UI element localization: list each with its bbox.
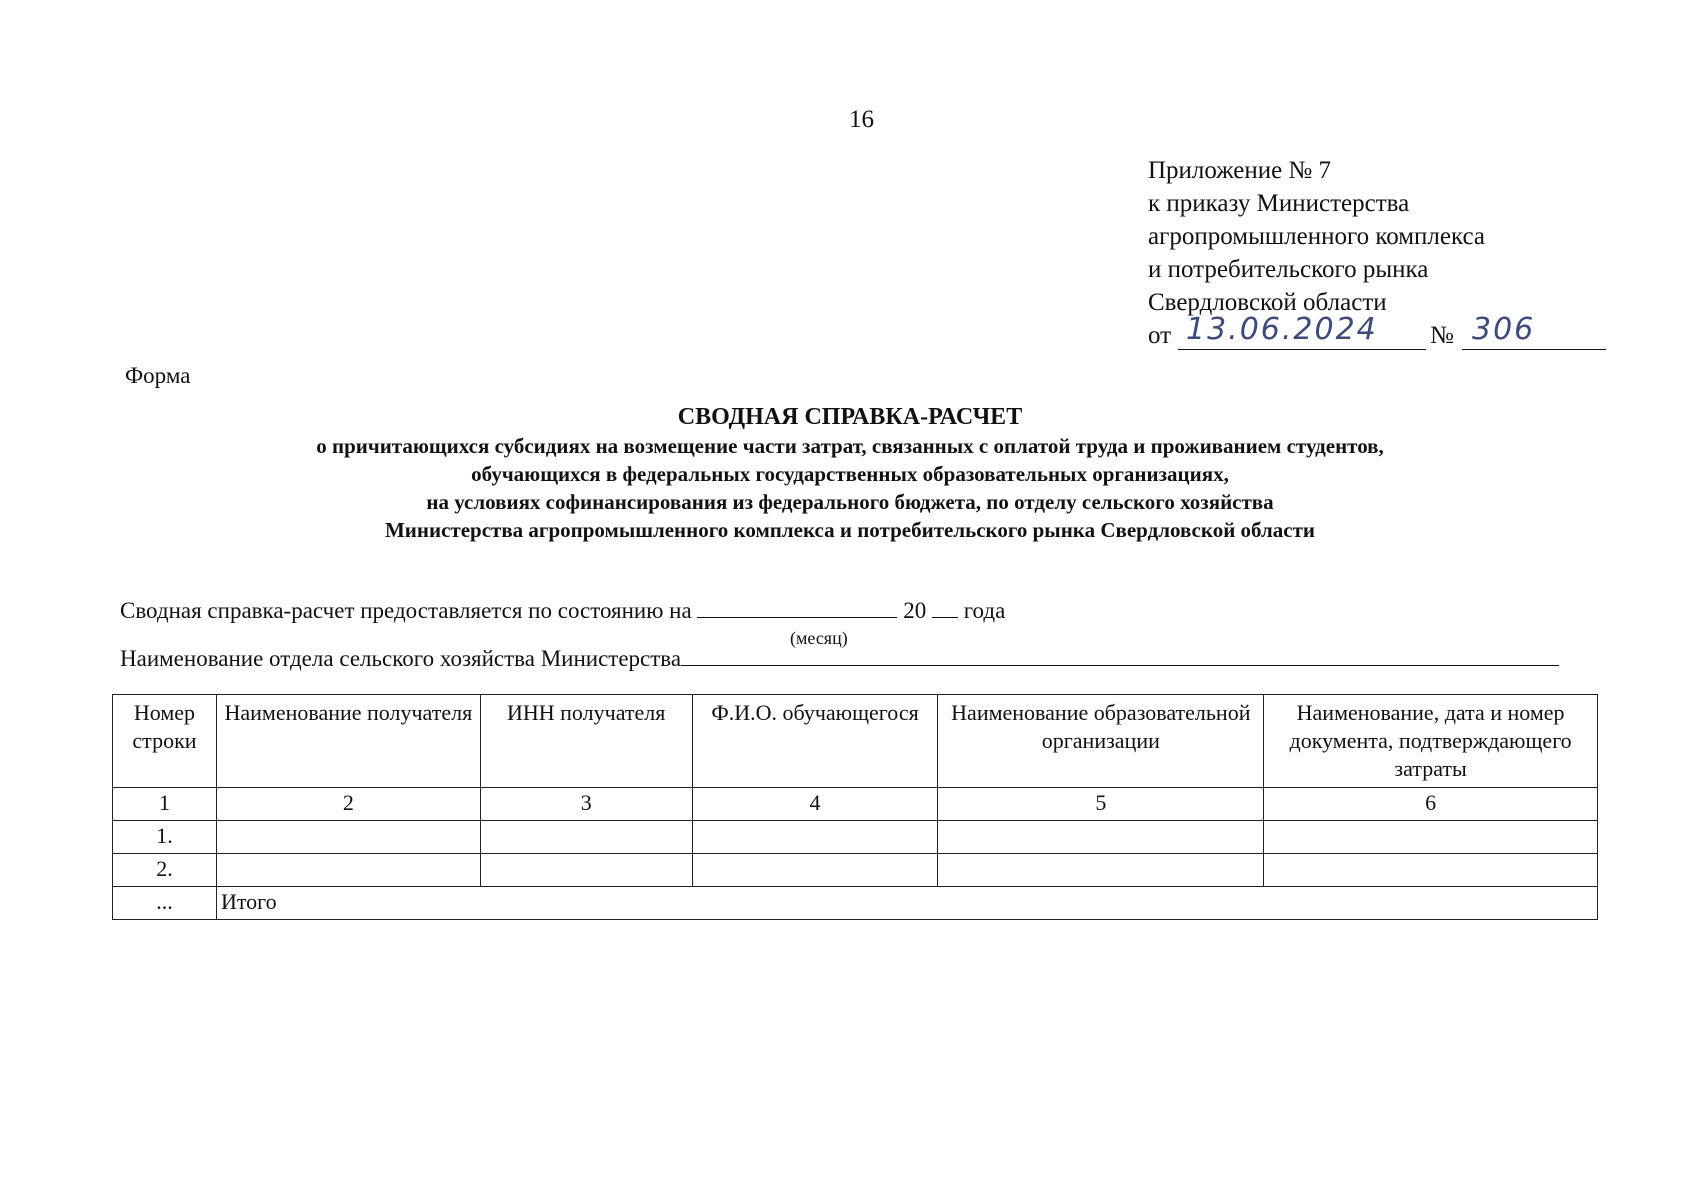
number-field	[1462, 312, 1606, 350]
table-cell	[480, 821, 692, 854]
table-cell	[216, 854, 480, 887]
handwritten-date: 13.06.2024	[1186, 312, 1378, 347]
header-cell: Ф.И.О. обучающегося	[692, 695, 938, 788]
appendix-line: и потребительского рынка	[1148, 256, 1429, 283]
order-date-number-line	[1148, 312, 1536, 352]
header-cell: Наименование получателя	[216, 695, 480, 788]
report-table	[112, 694, 1598, 920]
title-line: на условиях софинансирования из федерального бюджета, по отделу сельского хозяйства	[426, 490, 1274, 514]
column-number-row	[113, 788, 1598, 821]
form-label: Форма	[125, 363, 191, 388]
table-cell	[480, 854, 692, 887]
department-line	[120, 646, 1559, 672]
document-title	[180, 402, 1520, 544]
header-cell: Номер строки	[113, 695, 217, 788]
month-hint: (месяц)	[790, 628, 848, 648]
column-number-cell: 2	[216, 788, 480, 821]
table-cell	[216, 821, 480, 854]
table-cell	[1264, 821, 1598, 854]
title-main: СВОДНАЯ СПРАВКА-РАСЧЕТ	[677, 404, 1023, 430]
title-line: о причитающихся субсидиях на возмещение части затрат, связанных с оплатой труда и проживанием студентов,	[316, 434, 1384, 458]
appendix-line: агропромышленного комплекса	[1148, 223, 1486, 250]
appendix-line: к приказу Министерства	[1148, 190, 1410, 217]
table-header-row	[113, 695, 1598, 788]
handwritten-number: 306	[1472, 312, 1536, 347]
month-blank	[697, 599, 897, 618]
status-suffix: года	[963, 598, 1006, 623]
total-row-number: ...	[113, 887, 217, 920]
table-row	[113, 854, 1598, 887]
table-cell	[938, 821, 1264, 854]
table-cell	[692, 854, 938, 887]
status-line	[120, 598, 1005, 624]
table-cell	[1264, 854, 1598, 887]
year-blank	[932, 599, 958, 618]
header-cell: Наименование, дата и номер документа, подтверждающего затраты	[1264, 695, 1598, 788]
table-cell: 2.	[113, 854, 217, 887]
department-label: Наименование отдела сельского хозяйства Министерства	[120, 646, 682, 671]
table-cell	[938, 854, 1264, 887]
column-number-cell: 4	[692, 788, 938, 821]
date-field	[1178, 312, 1426, 350]
header-cell: Наименование образовательной организации	[938, 695, 1264, 788]
column-number-cell: 5	[938, 788, 1264, 821]
title-line: обучающихся в федеральных государственных образовательных организациях,	[471, 462, 1229, 486]
appendix-line: Свердловской области	[1148, 289, 1387, 316]
from-label: от	[1148, 322, 1172, 349]
column-number-cell: 1	[113, 788, 217, 821]
total-row-label: Итого	[216, 887, 1597, 920]
appendix-line: Приложение № 7	[1148, 157, 1332, 184]
number-label: №	[1430, 322, 1454, 349]
department-blank	[681, 647, 1559, 666]
total-row	[113, 887, 1598, 920]
appendix-block	[1148, 154, 1536, 352]
column-number-cell: 6	[1264, 788, 1598, 821]
title-line: Министерства агропромышленного комплекса и потребительского рынка Свердловской области	[384, 518, 1316, 542]
column-number-cell: 3	[480, 788, 692, 821]
page-number: 16	[849, 106, 874, 133]
table-row	[113, 821, 1598, 854]
year-prefix: 20	[903, 598, 927, 623]
table-cell: 1.	[113, 821, 217, 854]
header-cell: ИНН получателя	[480, 695, 692, 788]
status-prefix: Сводная справка-расчет предоставляется по состоянию на	[120, 598, 692, 623]
table-cell	[692, 821, 938, 854]
